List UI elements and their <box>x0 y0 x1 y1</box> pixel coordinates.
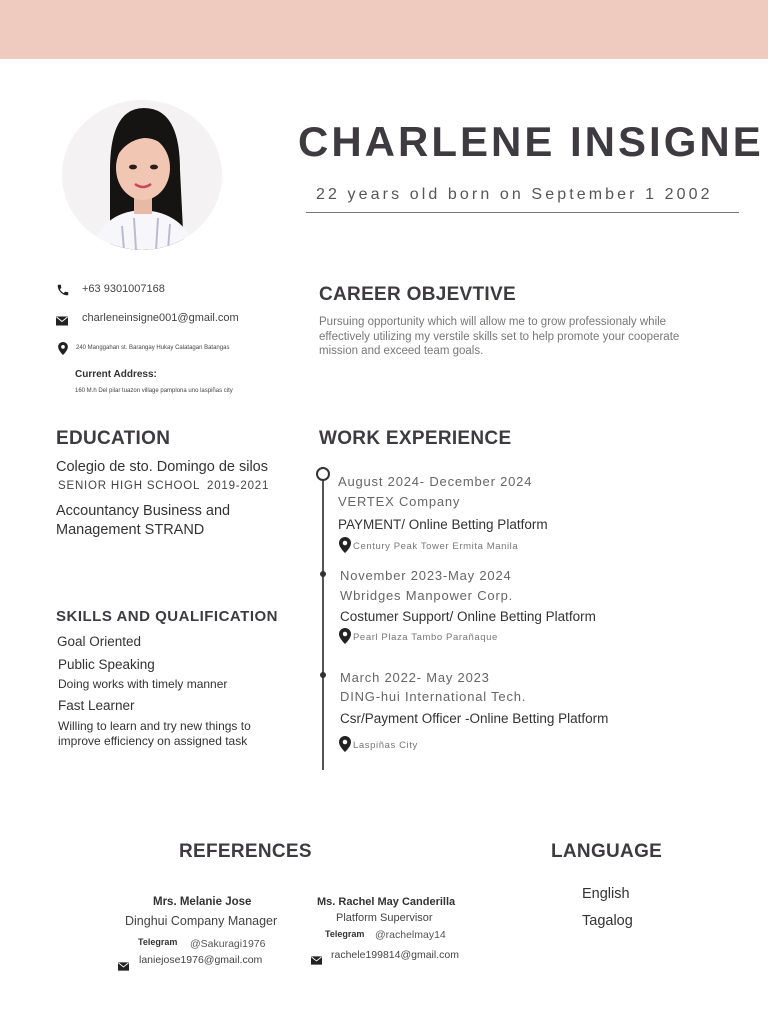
envelope-icon <box>311 952 322 970</box>
reference-title: Dinghui Company Manager <box>125 914 278 928</box>
strand <box>56 502 230 540</box>
school-years: 2019-2021 <box>207 480 270 492</box>
education-heading: EDUCATION <box>56 428 171 449</box>
references-heading: REFERENCES <box>179 841 312 862</box>
job-role: Csr/Payment Officer -Online Betting Platform <box>340 711 609 726</box>
reference-title: Platform Supervisor <box>336 912 433 924</box>
job-location: Pearl Plaza Tambo Parañaque <box>353 632 498 643</box>
skill-item: Fast Learner <box>58 698 135 713</box>
skill-item: Public Speaking <box>58 657 155 672</box>
school-level: SENIOR HIGH SCHOOL <box>58 480 201 492</box>
skill-item: Goal Oriented <box>57 634 142 649</box>
telegram-handle: @Sakuragi1976 <box>190 938 266 950</box>
job-date: November 2023-May 2024 <box>340 568 512 583</box>
job-location: Laspiñas City <box>353 740 418 751</box>
skill-item: Doing works with timely manner <box>58 677 228 691</box>
envelope-icon <box>56 313 68 331</box>
envelope-icon <box>118 958 129 976</box>
job-role: PAYMENT/ Online Betting Platform <box>338 517 548 532</box>
skills-heading: SKILLS AND QUALIFICATION <box>56 608 278 625</box>
current-address: 160 M.h Del pilar tuazon village pamplona uno laspiñas city <box>75 388 233 394</box>
skill-line: Willing to learn and try new things to <box>58 719 251 733</box>
timeline-line <box>322 474 324 770</box>
reference-email: laniejose1976@gmail.com <box>139 954 263 966</box>
home-address: 240 Manggahan st. Barangay Hukay Calatagan Batangas <box>76 345 230 351</box>
job-date: March 2022- May 2023 <box>340 670 490 685</box>
timeline-start-marker <box>316 467 330 481</box>
email-address: charleneinsigne001@gmail.com <box>82 312 239 324</box>
work-experience-heading: WORK EXPERIENCE <box>319 428 512 449</box>
job-company: Wbridges Manpower Corp. <box>340 588 514 603</box>
reference-name: Ms. Rachel May Canderilla <box>317 896 456 908</box>
career-objective-text <box>319 315 679 359</box>
profile-photo <box>62 100 222 250</box>
career-line: effectively utilizing my verstile skills set to help promote your cooperate <box>319 330 680 343</box>
reference-email: rachele199814@gmail.com <box>331 949 459 961</box>
telegram-handle: @rachelmay14 <box>375 929 446 941</box>
timeline-dot <box>320 672 326 678</box>
current-address-label: Current Address: <box>75 369 157 380</box>
timeline-dot <box>320 571 326 577</box>
age-birthdate: 22 years old born on September 1 2002 <box>316 186 713 203</box>
career-line: Pursuing opportunity which will allow me to grow professionaly while <box>319 316 667 328</box>
career-objective-heading: CAREER OBJEVTIVE <box>319 284 516 305</box>
language-item: Tagalog <box>582 913 633 929</box>
school-name: Colegio de sto. Domingo de silos <box>56 459 268 475</box>
job-company: VERTEX Company <box>338 494 461 509</box>
map-pin-icon <box>339 628 351 649</box>
career-line: mission and exceed team goals. <box>319 345 484 357</box>
phone-number: +63 9301007168 <box>82 283 165 295</box>
job-date: August 2024- December 2024 <box>338 474 533 489</box>
top-accent-bar <box>0 0 768 59</box>
language-heading: LANGUAGE <box>551 841 663 862</box>
phone-icon <box>56 283 70 302</box>
job-company: DING-hui International Tech. <box>340 689 527 704</box>
strand-line: Management STRAND <box>56 522 205 538</box>
reference-name: Mrs. Melanie Jose <box>153 896 252 908</box>
job-role: Costumer Support/ Online Betting Platform <box>340 609 596 624</box>
map-pin-icon <box>339 537 351 558</box>
full-name: CHARLENE INSIGNE <box>298 118 764 165</box>
telegram-label: Telegram <box>138 937 178 947</box>
strand-line: Accountancy Business and <box>56 503 231 519</box>
skill-line: improve efficiency on assigned task <box>58 734 248 748</box>
telegram-label: Telegram <box>325 929 365 939</box>
job-location: Century Peak Tower Ermita Manila <box>353 541 519 552</box>
map-pin-icon <box>58 342 68 360</box>
language-item: English <box>582 886 630 902</box>
header-divider <box>306 212 739 213</box>
skill-item <box>58 719 251 749</box>
map-pin-icon <box>339 736 351 757</box>
